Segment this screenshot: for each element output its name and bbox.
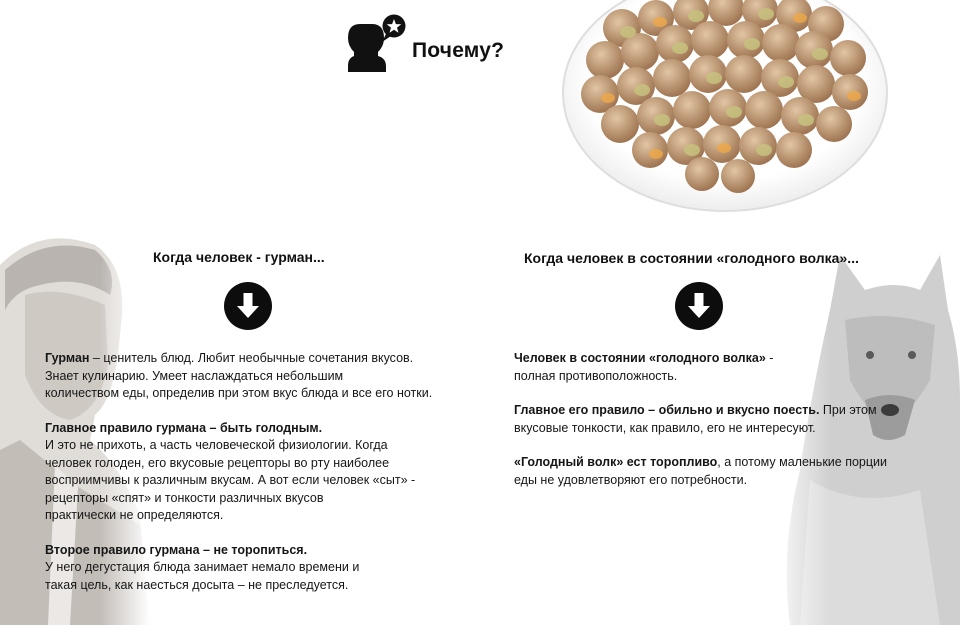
escargot-plate-image	[560, 0, 890, 228]
hungry-wolf-description	[514, 350, 944, 506]
wolf-term: Человек в состоянии «голодного волка»	[514, 351, 766, 365]
gourmet-rule-one: Главное правило гурмана – быть голодным.	[45, 420, 323, 435]
wolf-definition-paragraph: Человек в состоянии «голодного волка» - полная противоположность.	[514, 351, 774, 383]
gourmet-definition-paragraph: Гурман – ценитель блюд. Любит необычные сочетания вкусов. Знает кулинарию. Умеет наслаждаться небольшим количеством еды, определив при этом вкус блюда и все его нотки.	[45, 351, 433, 400]
gourmet-heading: Когда человек - гурман...	[153, 249, 325, 265]
gourmet-description	[45, 350, 485, 611]
wolf-haste: «Голодный волк» ест торопливо	[514, 455, 718, 469]
hungry-wolf-heading: Когда человек в состоянии «голодного волка»...	[524, 250, 859, 266]
page-title: Почему?	[412, 39, 505, 62]
arrow-down-circle-icon	[224, 282, 272, 330]
wolf-rule: Главное его правило – обильно и вкусно поесть.	[514, 403, 820, 417]
gourmet-rule-one-paragraph: Главное правило гурмана – быть голодным. И это не прихоть, а часть человеческой физиологии. Когда человек голоден, его вкусовые рецепторы во рту наиболее восприимчивы к различным вкусам. А вот если человек «сыт» - рецепторы «спят» и тонкости различных вкусов практически не определяются.	[45, 420, 485, 525]
wolf-haste-paragraph: «Голодный волк» ест торопливо, а потому маленькие порции еды не удовлетворяют его потребности.	[514, 455, 887, 487]
gourmet-term: Гурман	[45, 351, 90, 365]
arrow-down-circle-icon	[675, 282, 723, 330]
gourmet-rule-two: Второе правило гурмана – не торопиться.	[45, 542, 308, 557]
user-question-star-icon	[346, 14, 408, 72]
gourmet-rule-two-paragraph: Второе правило гурмана – не торопиться. У него дегустация блюда занимает немало времени и такая цель, как наесться досыта – не преследуется.	[45, 542, 485, 595]
wolf-rule-paragraph: Главное его правило – обильно и вкусно поесть. При этом вкусовые тонкости, как правило, его не интересуют.	[514, 403, 877, 435]
